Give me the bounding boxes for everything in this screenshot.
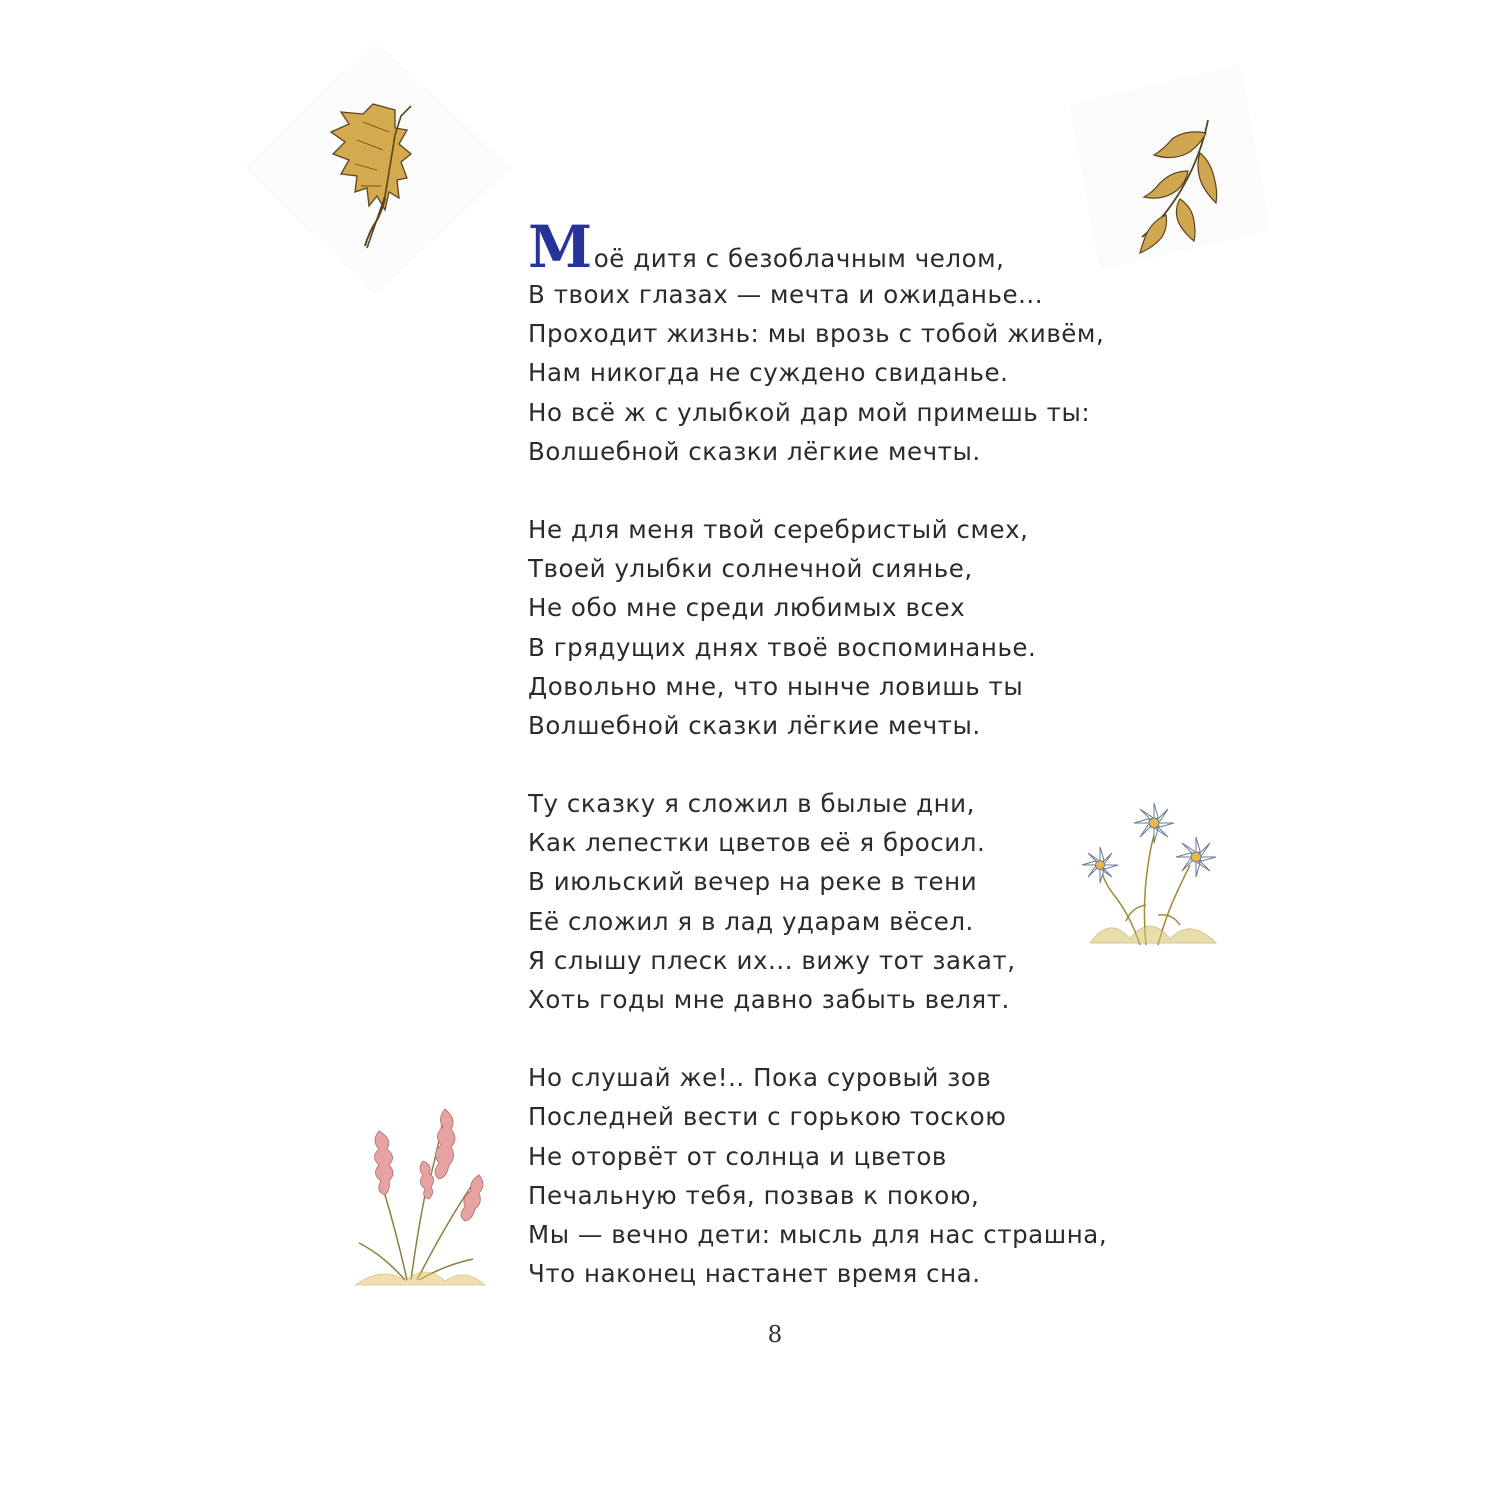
stanza-3	[528, 784, 1148, 1019]
poem-line: Как лепестки цветов её я бросил.	[528, 828, 986, 858]
stanza-4	[528, 1058, 1148, 1293]
poem-line: Не оторвёт от солнца и цветов	[528, 1141, 947, 1171]
first-line-text: оё дитя с безоблачным челом,	[593, 244, 1005, 273]
autumn-leaf-illustration	[245, 40, 510, 295]
poem	[528, 213, 1148, 1332]
poem-line: В грядущих днях твоё воспоминанье.	[528, 632, 1037, 662]
stanza-2	[528, 510, 1148, 745]
poem-line: Последней вести с горькою тоскою	[528, 1102, 1007, 1132]
poem-line: Не обо мне среди любимых всех	[528, 593, 966, 623]
poem-line: Хоть годы мне давно забыть велят.	[528, 985, 1010, 1014]
poem-line: Её сложил я в лад ударам вёсел.	[528, 906, 974, 936]
poem-line: В твоих глазах — мечта и ожиданье...	[528, 280, 1044, 309]
poem-line: Не для меня твой серебристый смех,	[528, 514, 1029, 544]
poem-line: Печальную тебя, позвав к покою,	[528, 1180, 980, 1210]
poem-line: Твоей улыбки солнечной сиянье,	[528, 554, 973, 584]
poem-line: Волшебной сказки лёгкие мечты.	[528, 436, 981, 466]
poem-line: Ту сказку я сложил в былые дни,	[528, 789, 975, 819]
poem-line: Нам никогда не суждено свиданье.	[528, 358, 1009, 388]
poem-line: Что наконец настанет время сна.	[528, 1259, 981, 1289]
stanza-1	[528, 213, 1148, 471]
poem-line: Я слышу плеск их... вижу тот закат,	[528, 945, 1016, 975]
drop-cap: М	[528, 213, 593, 281]
poem-line: Волшебной сказки лёгкие мечты.	[528, 710, 981, 740]
poem-line: Но слушай же!.. Пока суровый зов	[528, 1063, 992, 1093]
poem-line: В июльский вечер на реке в тени	[528, 867, 978, 897]
pink-wildflower-illustration	[345, 1095, 495, 1290]
poem-line: Но всё ж с улыбкой дар мой примешь ты:	[528, 397, 1091, 427]
poem-line: Проходит жизнь: мы врозь с тобой живём,	[528, 319, 1105, 349]
page-number: 8	[767, 1322, 783, 1348]
poem-line: Довольно мне, что нынче ловишь ты	[528, 671, 1024, 701]
poem-line: Мы — вечно дети: мысль для нас страшна,	[528, 1219, 1108, 1249]
poem-line	[528, 213, 1148, 281]
